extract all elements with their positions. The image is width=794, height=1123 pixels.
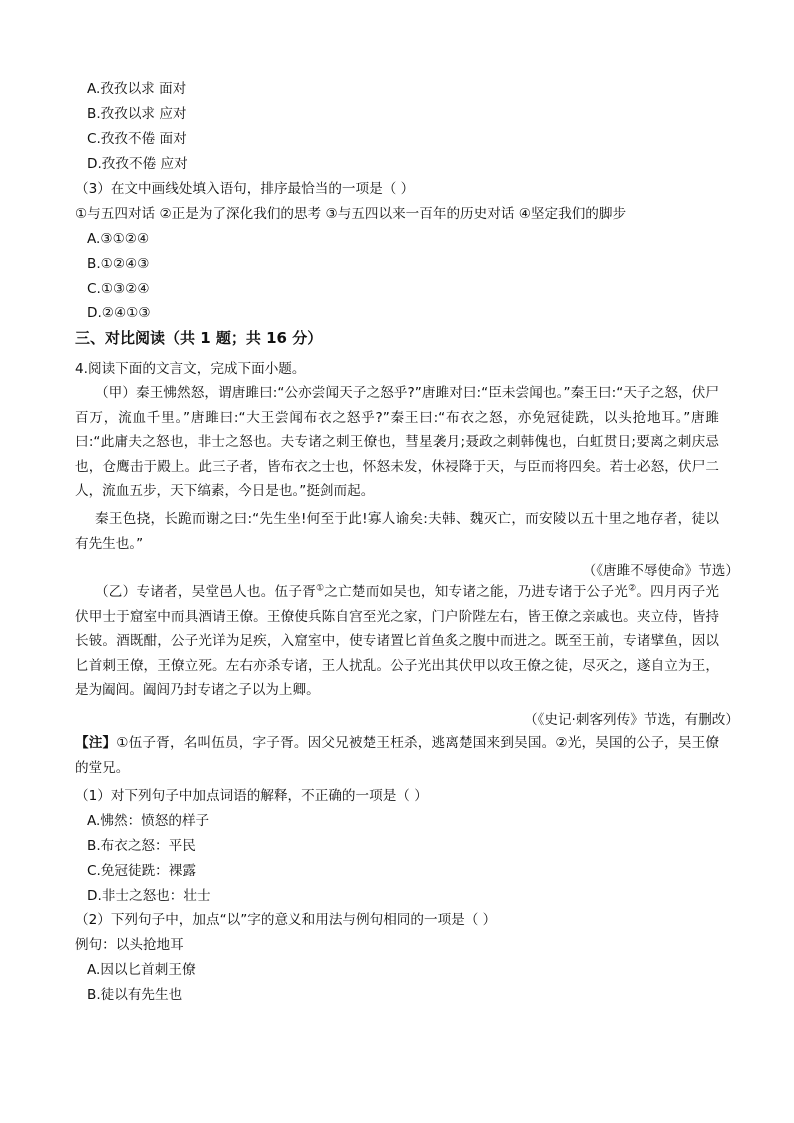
q3-option-b: B.①②④③ xyxy=(87,256,150,272)
sub1-stem: （1）对下列句子中加点词语的解释，不正确的一项是（ ） xyxy=(75,788,428,804)
q3-items: ①与五四对话 ②正是为了深化我们的思考 ③与五四以来一百年的历史对话 ④坚定我们的脚步 xyxy=(75,206,627,222)
section-title: 三、对比阅读（共 1 题；共 16 分） xyxy=(75,329,323,347)
passage-yi-paragraph xyxy=(75,580,719,703)
q2-option-d: D.孜孜不倦 应对 xyxy=(87,156,188,172)
note-mark-1: ① xyxy=(315,583,325,594)
passage-yi-text-b: 之亡楚而如吴也，知专诸之能，乃进专诸于公子光 xyxy=(324,584,629,600)
note-text: ①伍子胥，名叫伍员，字子胥。因父兄被楚王枉杀，逃离楚国来到吴国。②光，吴国的公子，吴王僚的堂兄。 xyxy=(75,735,719,776)
sub1-option-c: C.免冠徒跣：裸露 xyxy=(87,863,196,879)
q4-intro: 4.阅读下面的文言文，完成下面小题。 xyxy=(75,361,306,377)
q3-option-d: D.②④①③ xyxy=(87,305,151,321)
passage-jia-paragraph-2 xyxy=(75,507,719,556)
q3-option-a: A.③①②④ xyxy=(87,231,150,247)
note-label: 【注】 xyxy=(75,735,117,751)
source-jia: （《唐雎不辱使命》节选） xyxy=(582,563,739,579)
sub1-option-d: D.非士之怒也：壮士 xyxy=(87,888,211,904)
passage-jia-text-2: 秦王色挠，长跪而谢之曰:“先生坐!何至于此!寡人谕矣:夫韩、魏灭亡，而安陵以五十里之地存者，徒以有先生也。” xyxy=(75,511,719,552)
passage-jia-paragraph-1 xyxy=(75,381,719,504)
q3-stem: （3）在文中画线处填入语句，排序最恰当的一项是（ ） xyxy=(75,181,415,197)
passage-yi-text-c: 。四月丙子光伏甲士于窟室中而具酒请王僚。王僚使兵陈自宫至光之家，门户阶陛左右，皆王僚之亲戚也。夹立侍，皆持长铍。酒既酣，公子光详为足疾，入窟室中，使专诸置匕首鱼炙之腹中而进之。既至王前，专诸擘鱼，因以匕首刺王僚，王僚立死。左右亦杀专诸，王人扰乱。公子光出其伏甲以攻王僚之徒，尽灭之，遂自立为王，是为阖闾。阖闾乃封专诸之子以为上卿。 xyxy=(75,584,720,698)
passage-yi-text-a: （乙）专诸者，吴堂邑人也。伍子胥 xyxy=(95,584,316,600)
sub2-stem: （2）下列句子中，加点“以”字的意义和用法与例句相同的一项是（ ） xyxy=(75,912,497,928)
note-paragraph xyxy=(75,731,719,780)
sub1-option-b: B.布衣之怒：平民 xyxy=(87,838,196,854)
note-mark-2: ② xyxy=(628,583,637,594)
sub2-example: 例句：以头抢地耳 xyxy=(75,937,184,953)
sub2-option-a: A.因以匕首刺王僚 xyxy=(87,962,196,978)
q2-option-b: B.孜孜以求 应对 xyxy=(87,106,187,122)
q2-option-a: A.孜孜以求 面对 xyxy=(87,81,187,97)
q2-option-c: C.孜孜不倦 面对 xyxy=(87,131,187,147)
q3-option-c: C.①③②④ xyxy=(87,281,150,297)
source-yi: （《史记·刺客列传》节选，有删改） xyxy=(523,712,739,728)
passage-jia-text-1: （甲）秦王怫然怒，谓唐雎曰:“公亦尝闻天子之怒乎?”唐雎对曰:“臣未尝闻也。”秦王曰:“天子之怒，伏尸百万，流血千里。”唐雎曰:“大王尝闻布衣之怒乎?”秦王曰:“布衣之怒，亦免冠徒跣，以头抢地耳。”唐雎曰:“此庸夫之怒也，非士之怒也。夫专诸之刺王僚也，彗星袭月;聂政之刺韩傀也，白虹贯日;要离之刺庆忌也，仓鹰击于殿上。此三子者，皆布衣之士也，怀怒未发，休祲降于天，与臣而将四矣。若士必怒，伏尸二人，流血五步，天下缟素，今日是也。”挺剑而起。 xyxy=(75,385,719,499)
sub2-option-b: B.徒以有先生也 xyxy=(87,987,183,1003)
sub1-option-a: A.怫然：愤怒的样子 xyxy=(87,813,210,829)
